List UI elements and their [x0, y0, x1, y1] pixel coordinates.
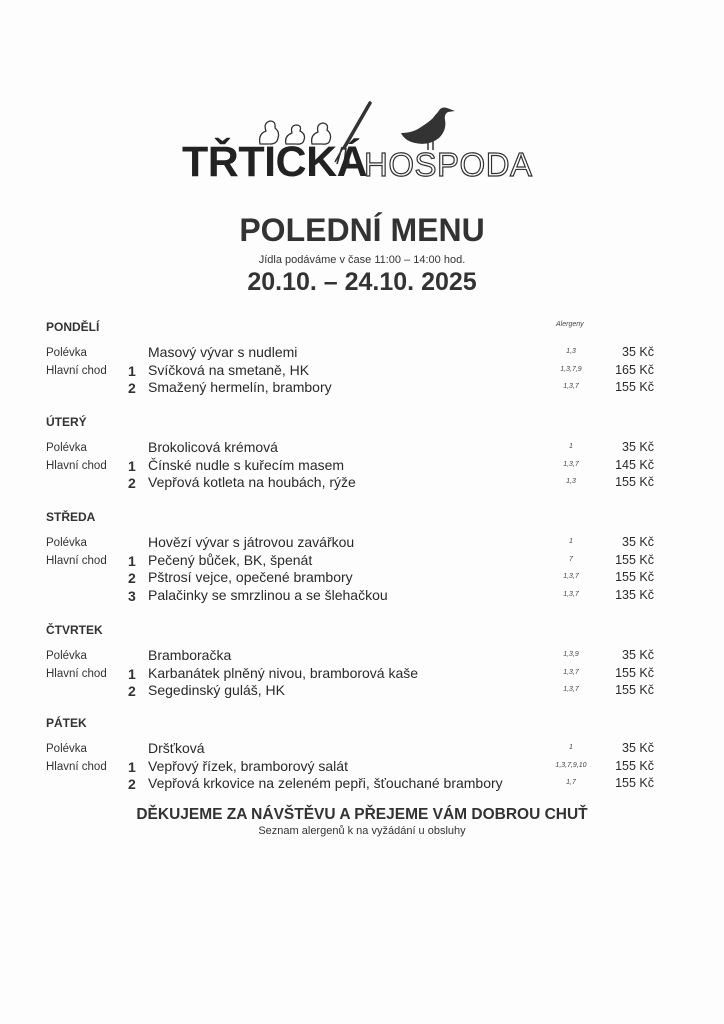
dish-name: Čínské nudle s kuřecím masem: [148, 456, 345, 473]
dish-price: 155 Kč: [615, 776, 654, 790]
allergen-codes: 1: [569, 744, 573, 751]
thanks-message: DĚKUJEME ZA NÁVŠTĚVU A PŘEJEME VÁM DOBROU CHUŤ: [136, 806, 588, 823]
menu-item: [0, 457, 724, 475]
dish-number: 1: [128, 457, 136, 474]
menu-item: [0, 740, 724, 758]
dish-name: Palačinky se smrzlinou a se šlehačkou: [148, 586, 388, 603]
dish-price: 155 Kč: [615, 665, 654, 680]
menu-item: [0, 665, 724, 683]
menu-item: [0, 682, 724, 700]
dish-name: Vepřová krkovice na zeleném pepři, šťouchané brambory: [148, 775, 503, 791]
menu-item: [0, 534, 724, 552]
category-label: Hlavní chod: [46, 364, 107, 377]
dish-price: 155 Kč: [615, 475, 654, 489]
menu-item: [0, 344, 724, 362]
category-label: Hlavní chod: [46, 459, 107, 472]
dish-price: 155 Kč: [615, 758, 654, 773]
dish-name: Smažený hermelín, brambory: [148, 379, 332, 395]
allergen-codes: 1,3: [566, 478, 576, 485]
allergen-codes: 1,3,7: [563, 383, 579, 390]
dish-name: Dršťková: [148, 740, 205, 756]
category-label: Polévka: [46, 743, 87, 755]
day-heading: PONDĚLÍ: [46, 320, 100, 334]
dish-number: 3: [128, 587, 136, 604]
dish-price: 145 Kč: [615, 457, 654, 472]
dish-name: Bramboračka: [148, 647, 232, 663]
allergen-column-header: Alergeny: [556, 321, 584, 328]
menu-item: [0, 758, 724, 776]
dish-name: Brokolicová krémová: [148, 439, 278, 455]
dish-price: 155 Kč: [615, 570, 654, 584]
dish-price: 35 Kč: [622, 535, 654, 549]
serving-hours: Jídla podáváme v čase 11:00 – 14:00 hod.: [258, 254, 466, 266]
dish-name: Svíčková na smetaně, HK: [148, 361, 310, 378]
dish-name: Pečený bůček, BK, špenát: [148, 551, 313, 568]
menu-item: [0, 647, 724, 665]
day-heading: PÁTEK: [46, 716, 87, 730]
dish-name: Pštrosí vejce, opečené brambory: [148, 569, 353, 585]
allergen-codes: 1: [569, 538, 573, 545]
allergen-note: Seznam alergenů k na vyžádání u obsluhy: [258, 825, 466, 837]
allergen-codes: 1,3: [566, 348, 576, 355]
dish-number: 1: [128, 665, 136, 682]
allergen-codes: 1,3,7: [563, 686, 579, 693]
category-label: Polévka: [46, 537, 87, 549]
dish-number: 2: [128, 475, 136, 491]
allergen-codes: 1,3,7,9,10: [555, 761, 587, 769]
date-range: 20.10. – 24.10. 2025: [247, 268, 477, 296]
day-heading: ÚTERÝ: [46, 415, 87, 429]
dish-price: 155 Kč: [615, 552, 654, 567]
dish-name: Masový vývar s nudlemi: [148, 344, 298, 360]
dish-price: 35 Kč: [622, 440, 654, 454]
allergen-codes: 1,3,7: [563, 460, 579, 468]
dish-price: 155 Kč: [615, 683, 654, 697]
dish-number: 2: [128, 776, 136, 792]
dish-number: 1: [128, 758, 136, 775]
logo-sub-text: HOSPODA: [364, 146, 533, 183]
dish-number: 2: [128, 683, 136, 699]
allergen-codes: 7: [569, 555, 573, 563]
restaurant-logo: [178, 100, 538, 190]
dish-price: 135 Kč: [615, 587, 654, 602]
duck-icon: [400, 104, 462, 152]
dish-name: Karbanátek plněný nivou, bramborová kaše: [148, 664, 419, 681]
dish-price: 165 Kč: [615, 362, 654, 377]
dish-number: 1: [128, 362, 136, 379]
dish-price: 155 Kč: [615, 380, 654, 394]
category-label: Hlavní chod: [46, 760, 107, 773]
menu-item: [0, 569, 724, 587]
dish-price: 35 Kč: [622, 345, 654, 359]
dish-name: Vepřový řízek, bramborový salát: [148, 757, 348, 774]
dish-number: 2: [128, 380, 136, 396]
category-label: Polévka: [46, 442, 87, 454]
category-label: Polévka: [46, 347, 87, 359]
dish-price: 35 Kč: [622, 741, 654, 755]
menu-item: [0, 474, 724, 492]
allergen-codes: 1,3,7: [563, 573, 579, 580]
category-label: Hlavní chod: [46, 667, 107, 680]
allergen-codes: 1,3,7: [563, 590, 579, 598]
day-heading: STŘEDA: [46, 510, 96, 524]
page-title: POLEDNÍ MENU: [239, 212, 485, 248]
menu-item: [0, 552, 724, 570]
allergen-codes: 1,3,7: [563, 668, 579, 676]
menu-item: [0, 775, 724, 793]
dish-name: Segedinský guláš, HK: [148, 682, 285, 698]
menu-item: [0, 587, 724, 605]
dish-price: 35 Kč: [622, 648, 654, 662]
dish-number: 1: [128, 552, 136, 569]
menu-item: [0, 362, 724, 380]
allergen-codes: 1,3,9: [563, 651, 579, 658]
allergen-codes: 1: [569, 443, 573, 450]
menu-item: [0, 439, 724, 457]
category-label: Polévka: [46, 650, 87, 662]
dish-name: Hovězí vývar s játrovou zavářkou: [148, 534, 355, 550]
category-label: Hlavní chod: [46, 554, 107, 567]
allergen-codes: 1,3,7,9: [560, 365, 582, 373]
allergen-codes: 1,7: [566, 779, 576, 786]
logo-main-text: TŘTICKÁ: [182, 138, 368, 186]
dish-name: Vepřová kotleta na houbách, rýže: [148, 474, 356, 490]
dish-number: 2: [128, 570, 136, 586]
menu-item: [0, 379, 724, 397]
day-heading: ČTVRTEK: [46, 623, 103, 637]
